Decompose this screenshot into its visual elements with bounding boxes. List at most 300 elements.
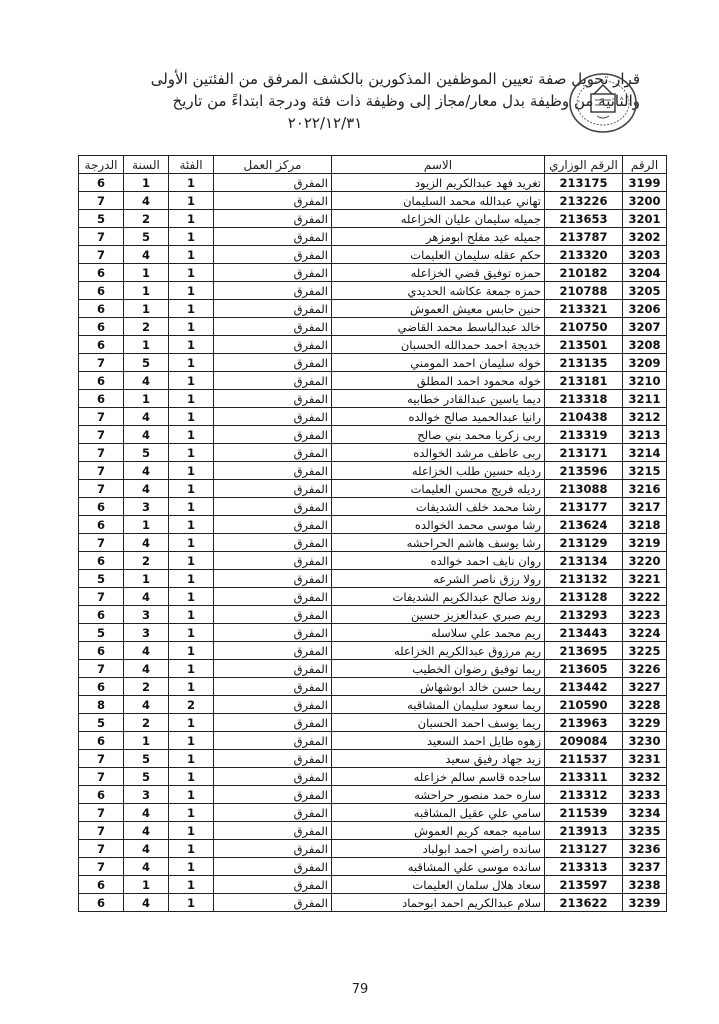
cell-name: زيد جهاد رفيق سعيد	[332, 750, 545, 768]
page-number: 79	[351, 982, 369, 997]
cell-category: 1	[169, 336, 214, 354]
cell-grade: 6	[79, 300, 124, 318]
table-row	[79, 300, 667, 318]
cell-num: 3208	[623, 336, 667, 354]
cell-work-center: المفرق	[214, 714, 332, 732]
cell-name: سانده موسى علي المشاقبه	[332, 858, 545, 876]
cell-name: حنين حابس معيش العموش	[332, 300, 545, 318]
cell-grade: 7	[79, 354, 124, 372]
cell-name: ديما ياسين عبدالقادر خطابيه	[332, 390, 545, 408]
cell-name: حكم عقله سليمان العليمات	[332, 246, 545, 264]
cell-category: 1	[169, 858, 214, 876]
cell-ministry-id: 213319	[545, 426, 623, 444]
cell-year: 5	[124, 768, 169, 786]
cell-name: خديجة احمد حمدالله الحسبان	[332, 336, 545, 354]
cell-work-center: المفرق	[214, 174, 332, 192]
cell-num: 3200	[623, 192, 667, 210]
cell-year: 5	[124, 444, 169, 462]
cell-num: 3227	[623, 678, 667, 696]
cell-category: 1	[169, 894, 214, 912]
cell-year: 4	[124, 696, 169, 714]
cell-grade: 6	[79, 786, 124, 804]
cell-ministry-id: 213129	[545, 534, 623, 552]
cell-category: 1	[169, 192, 214, 210]
cell-category: 1	[169, 516, 214, 534]
cell-year: 4	[124, 534, 169, 552]
cell-ministry-id: 213624	[545, 516, 623, 534]
cell-year: 4	[124, 192, 169, 210]
cell-grade: 7	[79, 462, 124, 480]
cell-category: 1	[169, 534, 214, 552]
table-row	[79, 444, 667, 462]
cell-year: 4	[124, 426, 169, 444]
cell-category: 1	[169, 264, 214, 282]
cell-grade: 7	[79, 426, 124, 444]
table-row	[79, 696, 667, 714]
cell-name: زهوه طايل احمد السعيد	[332, 732, 545, 750]
cell-year: 4	[124, 462, 169, 480]
cell-name: ربى عاطف مرشد الخوالده	[332, 444, 545, 462]
cell-grade: 7	[79, 588, 124, 606]
cell-work-center: المفرق	[214, 840, 332, 858]
cell-work-center: المفرق	[214, 804, 332, 822]
cell-name: حمزه جمعة عكاشه الحديدي	[332, 282, 545, 300]
cell-work-center: المفرق	[214, 660, 332, 678]
cell-category: 1	[169, 372, 214, 390]
table-row	[79, 732, 667, 750]
cell-category: 1	[169, 804, 214, 822]
cell-work-center: المفرق	[214, 210, 332, 228]
cell-num: 3224	[623, 624, 667, 642]
cell-category: 1	[169, 318, 214, 336]
cell-year: 1	[124, 390, 169, 408]
cell-work-center: المفرق	[214, 246, 332, 264]
cell-ministry-id: 213132	[545, 570, 623, 588]
cell-year: 5	[124, 750, 169, 768]
cell-num: 3239	[623, 894, 667, 912]
cell-num: 3205	[623, 282, 667, 300]
cell-grade: 6	[79, 678, 124, 696]
cell-ministry-id: 213318	[545, 390, 623, 408]
cell-category: 1	[169, 768, 214, 786]
cell-grade: 5	[79, 210, 124, 228]
cell-category: 1	[169, 714, 214, 732]
table-row	[79, 534, 667, 552]
cell-year: 1	[124, 300, 169, 318]
cell-work-center: المفرق	[214, 426, 332, 444]
cell-work-center: المفرق	[214, 642, 332, 660]
cell-work-center: المفرق	[214, 768, 332, 786]
cell-work-center: المفرق	[214, 552, 332, 570]
cell-num: 3221	[623, 570, 667, 588]
cell-ministry-id: 213088	[545, 480, 623, 498]
cell-work-center: المفرق	[214, 390, 332, 408]
cell-ministry-id: 210182	[545, 264, 623, 282]
cell-category: 1	[169, 246, 214, 264]
cell-year: 1	[124, 570, 169, 588]
table-row	[79, 228, 667, 246]
cell-grade: 6	[79, 318, 124, 336]
cell-grade: 6	[79, 552, 124, 570]
cell-num: 3204	[623, 264, 667, 282]
cell-num: 3230	[623, 732, 667, 750]
cell-name: رديله حسين طلب الخزاعله	[332, 462, 545, 480]
cell-name: جميله سليمان عليان الخزاعله	[332, 210, 545, 228]
cell-num: 3225	[623, 642, 667, 660]
cell-ministry-id: 213135	[545, 354, 623, 372]
cell-grade: 7	[79, 750, 124, 768]
cell-work-center: المفرق	[214, 516, 332, 534]
cell-category: 1	[169, 750, 214, 768]
table-row	[79, 588, 667, 606]
cell-category: 1	[169, 444, 214, 462]
cell-category: 1	[169, 462, 214, 480]
cell-name: ريم مرزوق عبدالكريم الخزاعله	[332, 642, 545, 660]
cell-category: 1	[169, 786, 214, 804]
cell-ministry-id: 210590	[545, 696, 623, 714]
cell-num: 3210	[623, 372, 667, 390]
cell-work-center: المفرق	[214, 300, 332, 318]
cell-year: 4	[124, 642, 169, 660]
cell-work-center: المفرق	[214, 876, 332, 894]
cell-num: 3215	[623, 462, 667, 480]
cell-ministry-id: 213313	[545, 858, 623, 876]
cell-work-center: المفرق	[214, 696, 332, 714]
cell-num: 3201	[623, 210, 667, 228]
cell-work-center: المفرق	[214, 354, 332, 372]
cell-ministry-id: 213177	[545, 498, 623, 516]
cell-work-center: المفرق	[214, 606, 332, 624]
cell-grade: 7	[79, 660, 124, 678]
table-row	[79, 426, 667, 444]
cell-num: 3199	[623, 174, 667, 192]
cell-name: ريما سعود سليمان المشاقبه	[332, 696, 545, 714]
table-row	[79, 552, 667, 570]
cell-ministry-id: 213605	[545, 660, 623, 678]
cell-num: 3202	[623, 228, 667, 246]
cell-name: خوله محمود احمد المطلق	[332, 372, 545, 390]
table-row	[79, 210, 667, 228]
table-row	[79, 858, 667, 876]
cell-name: خالد عبدالباسط محمد القاضي	[332, 318, 545, 336]
cell-category: 1	[169, 840, 214, 858]
cell-grade: 6	[79, 174, 124, 192]
cell-year: 4	[124, 804, 169, 822]
cell-category: 1	[169, 480, 214, 498]
table-row	[79, 678, 667, 696]
cell-ministry-id: 213443	[545, 624, 623, 642]
cell-grade: 6	[79, 498, 124, 516]
cell-num: 3207	[623, 318, 667, 336]
cell-work-center: المفرق	[214, 732, 332, 750]
cell-num: 3219	[623, 534, 667, 552]
cell-category: 1	[169, 822, 214, 840]
cell-grade: 7	[79, 534, 124, 552]
table-row	[79, 840, 667, 858]
cell-category: 1	[169, 678, 214, 696]
cell-ministry-id: 213653	[545, 210, 623, 228]
table-row	[79, 498, 667, 516]
cell-year: 5	[124, 354, 169, 372]
cell-num: 3209	[623, 354, 667, 372]
cell-grade: 8	[79, 696, 124, 714]
table-row	[79, 390, 667, 408]
cell-category: 1	[169, 732, 214, 750]
cell-name: رشا يوسف هاشم الحراحشه	[332, 534, 545, 552]
cell-name: رديله فريج محسن العليمات	[332, 480, 545, 498]
cell-ministry-id: 210788	[545, 282, 623, 300]
cell-year: 1	[124, 174, 169, 192]
cell-grade: 7	[79, 840, 124, 858]
cell-category: 1	[169, 282, 214, 300]
cell-name: رشا محمد خلف الشديفات	[332, 498, 545, 516]
table-row	[79, 174, 667, 192]
cell-name: رولا رزق ناصر الشرعه	[332, 570, 545, 588]
cell-grade: 7	[79, 768, 124, 786]
cell-work-center: المفرق	[214, 444, 332, 462]
header-name: الاسم	[332, 156, 545, 174]
document-header	[80, 68, 640, 134]
cell-year: 4	[124, 372, 169, 390]
cell-grade: 6	[79, 282, 124, 300]
cell-grade: 6	[79, 642, 124, 660]
cell-grade: 7	[79, 408, 124, 426]
cell-name: ريم صبري عبدالعزيز حسين	[332, 606, 545, 624]
cell-year: 4	[124, 858, 169, 876]
cell-num: 3217	[623, 498, 667, 516]
cell-category: 2	[169, 696, 214, 714]
cell-ministry-id: 213913	[545, 822, 623, 840]
cell-name: جميله عيد مفلح ابومزهر	[332, 228, 545, 246]
cell-num: 3231	[623, 750, 667, 768]
header-num: الرقم	[623, 156, 667, 174]
cell-year: 1	[124, 876, 169, 894]
cell-work-center: المفرق	[214, 624, 332, 642]
table-row	[79, 624, 667, 642]
cell-work-center: المفرق	[214, 318, 332, 336]
cell-category: 1	[169, 498, 214, 516]
cell-work-center: المفرق	[214, 408, 332, 426]
cell-num: 3223	[623, 606, 667, 624]
cell-work-center: المفرق	[214, 894, 332, 912]
cell-ministry-id: 213311	[545, 768, 623, 786]
cell-category: 1	[169, 210, 214, 228]
cell-name: روان نايف احمد خوالده	[332, 552, 545, 570]
cell-year: 4	[124, 480, 169, 498]
cell-year: 5	[124, 228, 169, 246]
cell-work-center: المفرق	[214, 822, 332, 840]
cell-category: 1	[169, 606, 214, 624]
table-row	[79, 894, 667, 912]
cell-category: 1	[169, 390, 214, 408]
cell-grade: 7	[79, 444, 124, 462]
cell-num: 3213	[623, 426, 667, 444]
cell-ministry-id: 211537	[545, 750, 623, 768]
cell-category: 1	[169, 624, 214, 642]
cell-grade: 5	[79, 624, 124, 642]
cell-category: 1	[169, 426, 214, 444]
cell-num: 3222	[623, 588, 667, 606]
cell-year: 4	[124, 246, 169, 264]
cell-ministry-id: 213695	[545, 642, 623, 660]
cell-num: 3211	[623, 390, 667, 408]
cell-category: 1	[169, 354, 214, 372]
table-row	[79, 876, 667, 894]
cell-ministry-id: 213787	[545, 228, 623, 246]
cell-work-center: المفرق	[214, 498, 332, 516]
cell-grade: 6	[79, 516, 124, 534]
cell-year: 2	[124, 552, 169, 570]
cell-year: 4	[124, 840, 169, 858]
cell-year: 2	[124, 714, 169, 732]
cell-year: 1	[124, 336, 169, 354]
cell-work-center: المفرق	[214, 570, 332, 588]
cell-ministry-id: 211539	[545, 804, 623, 822]
cell-year: 4	[124, 660, 169, 678]
cell-grade: 5	[79, 570, 124, 588]
cell-num: 3216	[623, 480, 667, 498]
cell-work-center: المفرق	[214, 282, 332, 300]
cell-num: 3220	[623, 552, 667, 570]
cell-category: 1	[169, 642, 214, 660]
cell-category: 1	[169, 660, 214, 678]
table-row	[79, 480, 667, 498]
cell-year: 3	[124, 624, 169, 642]
cell-work-center: المفرق	[214, 462, 332, 480]
table-row	[79, 462, 667, 480]
cell-name: حمزه توفيق قضي الخزاعله	[332, 264, 545, 282]
cell-name: ريما حسن خالد ابوشهاش	[332, 678, 545, 696]
cell-name: ربى زكريا محمد بني صالح	[332, 426, 545, 444]
cell-num: 3235	[623, 822, 667, 840]
cell-grade: 6	[79, 264, 124, 282]
table-row	[79, 192, 667, 210]
cell-category: 1	[169, 552, 214, 570]
cell-name: رشا موسى محمد الخوالده	[332, 516, 545, 534]
cell-year: 4	[124, 822, 169, 840]
title-line-2: والثانية من وظيفة بدل معار/مجاز إلى وظيفة ذات فئة ودرجة ابتداءً من تاريخ	[172, 92, 640, 110]
title-line-1: قرار تحويل صفة تعيين الموظفين المذكورين بالكشف المرفق من الفئتين الأولى	[150, 70, 640, 88]
cell-ministry-id: 213127	[545, 840, 623, 858]
cell-category: 1	[169, 588, 214, 606]
header-work-center: مركز العمل	[214, 156, 332, 174]
cell-year: 2	[124, 210, 169, 228]
table-header-row	[79, 156, 667, 174]
cell-grade: 6	[79, 876, 124, 894]
cell-num: 3203	[623, 246, 667, 264]
cell-work-center: المفرق	[214, 588, 332, 606]
cell-work-center: المفرق	[214, 858, 332, 876]
cell-grade: 6	[79, 732, 124, 750]
cell-ministry-id: 213175	[545, 174, 623, 192]
cell-grade: 7	[79, 858, 124, 876]
cell-ministry-id: 213134	[545, 552, 623, 570]
cell-num: 3232	[623, 768, 667, 786]
cell-work-center: المفرق	[214, 678, 332, 696]
cell-num: 3234	[623, 804, 667, 822]
cell-name: ساره حمد منصور حراحشه	[332, 786, 545, 804]
table-row	[79, 750, 667, 768]
cell-num: 3238	[623, 876, 667, 894]
cell-name: تهاني عبدالله محمد السليمان	[332, 192, 545, 210]
cell-work-center: المفرق	[214, 372, 332, 390]
cell-grade: 7	[79, 228, 124, 246]
cell-work-center: المفرق	[214, 534, 332, 552]
cell-year: 2	[124, 318, 169, 336]
header-category: الفئة	[169, 156, 214, 174]
cell-category: 1	[169, 570, 214, 588]
cell-grade: 7	[79, 804, 124, 822]
cell-grade: 5	[79, 714, 124, 732]
table-row	[79, 246, 667, 264]
title-date: ٢٠٢٢/١٢/٣١	[287, 114, 363, 132]
cell-work-center: المفرق	[214, 750, 332, 768]
table-row	[79, 516, 667, 534]
cell-ministry-id: 213442	[545, 678, 623, 696]
cell-grade: 6	[79, 606, 124, 624]
cell-name: ساميه جمعه كريم العموش	[332, 822, 545, 840]
table-row	[79, 768, 667, 786]
cell-ministry-id: 210750	[545, 318, 623, 336]
cell-category: 1	[169, 228, 214, 246]
cell-ministry-id: 213226	[545, 192, 623, 210]
cell-name: تغريد فهد عبدالكريم الزيود	[332, 174, 545, 192]
cell-ministry-id: 213597	[545, 876, 623, 894]
cell-year: 3	[124, 498, 169, 516]
cell-name: رانيا عبدالحميد صالح خوالده	[332, 408, 545, 426]
cell-year: 1	[124, 282, 169, 300]
cell-grade: 6	[79, 336, 124, 354]
cell-ministry-id: 213171	[545, 444, 623, 462]
cell-year: 3	[124, 786, 169, 804]
cell-grade: 6	[79, 894, 124, 912]
cell-grade: 7	[79, 246, 124, 264]
cell-ministry-id: 213293	[545, 606, 623, 624]
table-row	[79, 264, 667, 282]
cell-name: سعاد هلال سلمان العليمات	[332, 876, 545, 894]
cell-num: 3236	[623, 840, 667, 858]
table-row	[79, 318, 667, 336]
cell-ministry-id: 213963	[545, 714, 623, 732]
table-row	[79, 804, 667, 822]
cell-work-center: المفرق	[214, 336, 332, 354]
cell-num: 3212	[623, 408, 667, 426]
table-row	[79, 570, 667, 588]
cell-num: 3218	[623, 516, 667, 534]
cell-work-center: المفرق	[214, 264, 332, 282]
cell-year: 1	[124, 732, 169, 750]
cell-name: ريما توفيق رضوان الخطيب	[332, 660, 545, 678]
cell-work-center: المفرق	[214, 228, 332, 246]
cell-year: 4	[124, 408, 169, 426]
cell-num: 3226	[623, 660, 667, 678]
cell-ministry-id: 213596	[545, 462, 623, 480]
cell-name: ساجده قاسم سالم خزاعله	[332, 768, 545, 786]
table-row	[79, 354, 667, 372]
table-row	[79, 786, 667, 804]
cell-work-center: المفرق	[214, 192, 332, 210]
cell-num: 3228	[623, 696, 667, 714]
cell-name: ريم محمد علي سلاسله	[332, 624, 545, 642]
cell-name: خوله سليمان احمد المومني	[332, 354, 545, 372]
cell-grade: 7	[79, 480, 124, 498]
cell-grade: 6	[79, 390, 124, 408]
cell-ministry-id: 213622	[545, 894, 623, 912]
cell-num: 3206	[623, 300, 667, 318]
cell-ministry-id: 213312	[545, 786, 623, 804]
header-ministry-id: الرقم الوزاري	[545, 156, 623, 174]
table-row	[79, 282, 667, 300]
